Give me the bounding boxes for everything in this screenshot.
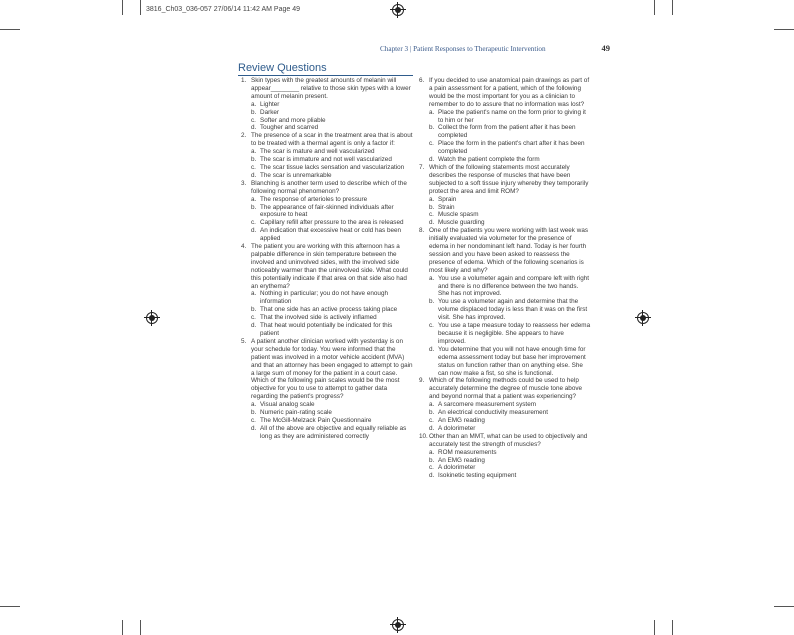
crop-mark [654,0,655,15]
question [419,377,591,432]
option-letter: a. [251,401,257,409]
option-letter: a. [251,100,257,108]
option-letter: d. [251,124,257,132]
answer-options [429,401,591,433]
option-text: An electrical conductivity measurement [438,409,549,417]
option-letter: b. [429,124,435,132]
question-stem: If you decided to use anatomical pain drawings as part of a pain assessment for a patient, which of the following would be the most important for you as a clinician to remember to do to assure that no information was lost? [429,77,590,108]
option-text: Sprain [438,195,457,203]
option-text: An EMG reading [438,416,485,424]
option-text: Visual analog scale [260,401,315,409]
option-text: The appearance of fair-skinned individuals after exposure to heat [260,203,394,219]
option-text: Muscle spasm [438,211,479,219]
option-text: That one side has an active process taking place [260,306,398,314]
answer-options [429,109,591,164]
option-letter: d. [429,219,435,227]
option-letter: b. [429,298,435,306]
option-letter: b. [251,306,257,314]
option-text: The scar is immature and not well vascularized [260,156,392,164]
option-text: Numeric pain-rating scale [260,409,332,417]
question [241,132,413,179]
option-letter: b. [429,456,435,464]
answer-option [251,204,413,220]
option-text: Darker [260,108,280,116]
option-text: You use a tape measure today to reassess her edema because it is negligible. She appears to have improved. [438,322,591,345]
answer-option [429,322,591,346]
question-number: 1. [241,77,247,84]
crop-mark [774,29,794,30]
option-text: Strain [438,203,455,211]
question [419,227,591,377]
question [241,338,413,441]
option-letter: a. [251,148,257,156]
answer-option [429,417,591,425]
option-letter: d. [429,472,435,480]
option-text: An indication that excessive heat or cold has been applied [260,227,402,243]
answer-option [251,425,413,441]
page-number: 49 [601,43,610,53]
answer-option [251,164,413,172]
option-text: Softer and more pliable [260,116,326,124]
question-number: 5. [241,337,247,345]
answer-option [429,124,591,140]
chapter-title: Chapter 3 | Patient Responses to Therapeutic Intervention [380,45,546,53]
answer-options [251,148,413,180]
crop-mark [654,620,655,635]
option-text: Isokinetic testing equipment [438,472,517,480]
question-number: 6. [419,77,425,84]
answer-option [429,401,591,409]
question-stem: Which of the following statements most accurately describes the response of muscles that have been subjected to a soft tissue injury whereby they temporarily protect the area and limit ROM? [429,163,589,195]
option-letter: a. [251,195,257,203]
print-slug: 3816_Ch03_036-057 27/06/14 11:42 AM Page 49 [146,6,300,13]
registration-mark-icon [637,312,649,324]
option-text: You use a volumeter again and compare left with right and there is no difference between the two hands. She has not improved. [438,274,590,298]
option-text: Place the form in the patient's chart after it has been completed [438,140,585,156]
option-text: A sarcomere measurement system [438,401,537,409]
answer-option [429,204,591,212]
title-rule [238,75,413,76]
option-text: An EMG reading [438,456,485,464]
question-number: 2. [241,132,247,140]
answer-option [429,156,591,164]
question-stem: Blanching is another term used to describe which of the following normal phenomenon? [251,179,407,195]
answer-option [429,140,591,156]
option-text: Lighter [260,100,280,108]
crop-mark [0,29,20,30]
question [241,180,413,243]
question-number: 9. [419,377,425,385]
question-stem: Skin types with the greatest amounts of melanin will appear________ relative to those skin types with a lower amount of melanin present. [251,77,411,100]
option-letter: d. [429,345,435,353]
question-number: 7. [419,163,425,171]
option-text: All of the above are objective and equally reliable as long as they are administered correctly [260,424,407,440]
option-letter: d. [251,227,257,235]
question [241,243,413,338]
question-number: 8. [419,227,425,235]
option-text: Place the patient's name on the form prior to giving it to him or her [438,108,586,124]
crop-mark [140,620,141,635]
crop-mark [122,0,123,15]
answer-options [251,290,413,337]
question-stem: The patient you are working with this afternoon has a palpable difference in skin temperature between the involved and uninvolved sides, with the involved side noticeably warmer than the uninvolved side. What could this potentially indicate if that area on that side also had an erythema? [251,243,408,290]
option-letter: c. [251,163,256,171]
option-letter: d. [429,156,435,164]
answer-option [429,409,591,417]
answer-option [251,322,413,338]
option-letter: c. [429,464,434,472]
option-letter: a. [429,448,435,456]
answer-options [429,196,591,228]
option-text: You use a volumeter again and determine that the volume displaced today is less than it was on the first visit. She has improved. [438,298,588,322]
question-stem: Other than an MMT, what can be used to objectively and accurately test the strength of muscles? [429,432,588,448]
option-letter: d. [251,424,257,432]
crop-mark [672,0,673,15]
option-text: Muscle guarding [438,219,485,227]
option-text: Capillary refill after pressure to the area is released [260,219,404,227]
option-letter: a. [429,108,435,116]
option-letter: c. [429,140,434,148]
option-letter: c. [251,416,256,424]
question [419,77,591,164]
answer-option [251,101,413,109]
option-text: A dolorimeter [438,424,476,432]
answer-option [251,219,413,227]
option-text: The scar is unremarkable [260,171,332,179]
answer-option [429,464,591,472]
option-letter: c. [429,211,434,219]
option-text: The scar is mature and well vascularized [260,148,375,156]
answer-option [251,306,413,314]
answer-option [251,290,413,306]
registration-mark-icon [146,312,158,324]
answer-option [429,457,591,465]
answer-option [429,472,591,480]
option-letter: b. [251,203,257,211]
question-number: 4. [241,243,247,251]
crop-mark [774,606,794,607]
option-text: The McGill-Melzack Pain Questionnaire [260,416,372,424]
option-letter: d. [251,322,257,330]
option-letter: d. [251,171,257,179]
answer-option [251,409,413,417]
answer-option [429,109,591,125]
question-stem: Which of the following methods could be used to help accurately determine the degree of muscle tone above and beyond normal that a patient was experiencing? [429,377,583,401]
answer-option [251,172,413,180]
option-letter: c. [251,116,256,124]
answer-option [251,156,413,164]
option-letter: b. [251,108,257,116]
left-column [241,77,413,441]
question [241,77,413,132]
option-text: Tougher and scarred [260,124,319,132]
option-text: That the involved side is actively inflamed [260,314,377,322]
question-stem: A patient another clinician worked with yesterday is on your schedule for today. You were informed that the patient was involved in a motor vehicle accident (MVA) and that an attorney has been engaged to attempt to gain a large sum of money for the patient in a court case. Which of the following pain scales would be the most objective for you to use to attempt to gather data regarding the patient's progress? [251,337,413,401]
option-text: A dolorimeter [438,464,476,472]
option-letter: c. [429,322,434,330]
answer-option [251,117,413,125]
question-number: 10. [419,432,428,440]
answer-option [251,109,413,117]
answer-option [429,219,591,227]
option-letter: a. [429,195,435,203]
option-letter: a. [429,274,435,282]
answer-options [429,449,591,481]
option-letter: b. [251,409,257,417]
option-text: Nothing in particular; you do not have enough information [260,290,389,306]
option-text: Watch the patient complete the form [438,156,540,164]
option-letter: c. [251,219,256,227]
option-letter: b. [429,203,435,211]
question [419,433,591,480]
registration-mark-icon [392,619,404,631]
option-letter: a. [429,401,435,409]
answer-option [251,227,413,243]
answer-option [429,275,591,299]
question-number: 3. [241,179,247,187]
answer-option [251,417,413,425]
crop-mark [672,620,673,635]
question-stem: The presence of a scar in the treatment area that is about to be treated with a thermal agent is only a factor if: [251,132,413,148]
answer-option [429,298,591,322]
option-letter: b. [251,156,257,164]
option-letter: b. [429,409,435,417]
answer-options [251,101,413,133]
option-text: ROM measurements [438,448,497,456]
answer-option [251,124,413,132]
crop-mark [140,0,141,15]
registration-mark-icon [392,4,404,16]
answer-option [429,196,591,204]
answer-option [429,425,591,433]
section-title: Review Questions [238,62,327,74]
answer-option [429,211,591,219]
running-header [380,43,610,57]
option-letter: d. [429,424,435,432]
option-letter: c. [429,416,434,424]
question-stem: One of the patients you were working with last week was initially evaluated via volumeter for the presence of edema in her nondominant left hand. Today is her fourth session and you have been asked to reassess the presence of edema. Which of the following scenarios is most likely and why? [429,227,589,274]
answer-options [429,275,591,378]
answer-option [251,314,413,322]
option-text: The response of arterioles to pressure [260,195,368,203]
answer-options [251,196,413,243]
crop-mark [0,606,20,607]
option-text: That heat would potentially be indicated for this patient [260,322,393,337]
question [419,164,591,227]
right-column [419,77,591,480]
answer-option [251,148,413,156]
option-letter: c. [251,314,256,322]
answer-option [251,196,413,204]
crop-mark [122,620,123,635]
answer-option [429,449,591,457]
option-letter: a. [251,290,257,298]
answer-options [251,401,413,441]
answer-option [429,346,591,378]
option-text: The scar tissue lacks sensation and vascularization [260,163,405,171]
answer-option [251,401,413,409]
option-text: Collect the form from the patient after it has been completed [438,124,576,140]
option-text: You determine that you will not have enough time for edema assessment today but base her improvement status on function rather than on anything else. She can now make a fist, so she is functional. [438,345,586,377]
